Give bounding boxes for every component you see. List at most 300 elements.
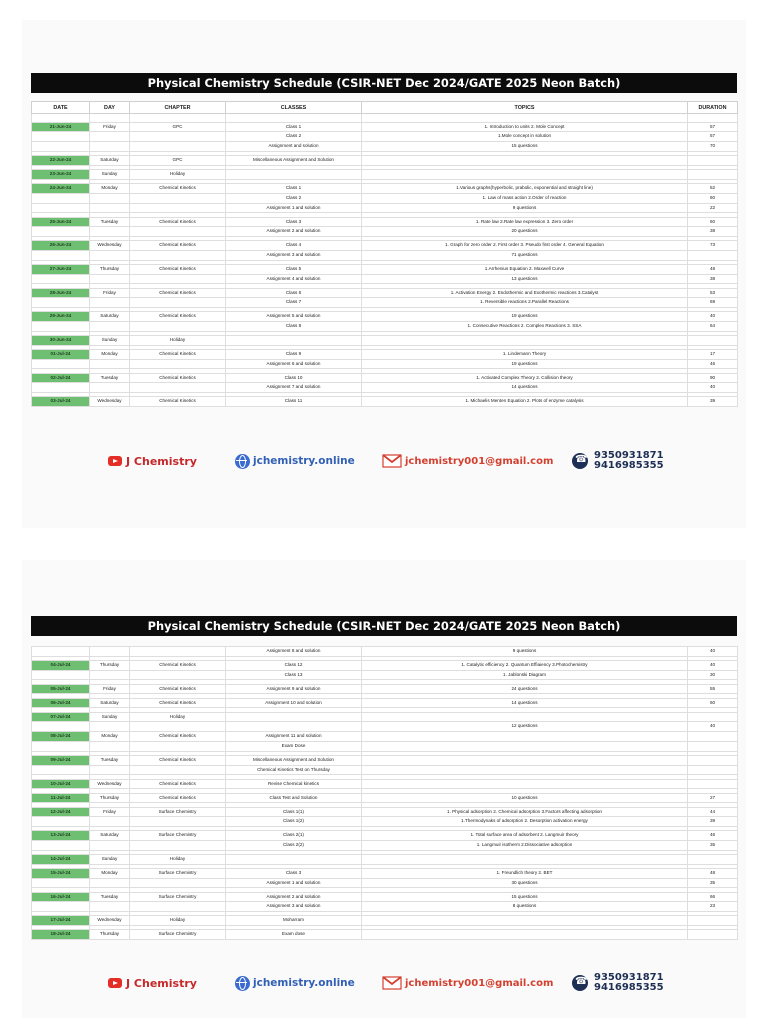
day-cell: Thursday <box>90 264 130 274</box>
topic-cell: 1. Langmuir isotherm 2.Dissociative adsorption <box>362 840 688 850</box>
topic-cell <box>362 114 688 123</box>
table-row <box>32 193 738 203</box>
duration-cell <box>688 916 738 926</box>
topic-cell: 1. Reversible reactions 2.Parallel Reactions <box>362 298 688 308</box>
class-cell: Class 13 <box>226 670 362 680</box>
table-row <box>32 203 738 213</box>
day-cell <box>90 193 130 203</box>
day-cell <box>90 322 130 332</box>
table-row <box>32 878 738 888</box>
topic-cell <box>362 755 688 765</box>
class-cell <box>226 712 362 722</box>
duration-cell: 40 <box>688 661 738 671</box>
table-row <box>32 336 738 346</box>
day-cell <box>90 298 130 308</box>
day-cell <box>90 670 130 680</box>
phone-number-2: 9416985355 <box>594 982 664 993</box>
duration-cell: 30 <box>688 670 738 680</box>
day-cell: Sunday <box>90 336 130 346</box>
phone-number-1: 9350931871 <box>594 972 664 983</box>
duration-cell <box>688 732 738 742</box>
table-row <box>32 227 738 237</box>
topic-cell: 71 questions <box>362 250 688 260</box>
class-cell: Assignment 7 and solution <box>226 383 362 393</box>
chapter-cell: Chemical Kinetics <box>130 779 226 789</box>
date-cell <box>32 878 90 888</box>
topic-cell: 10 questions <box>362 793 688 803</box>
table-header-row <box>32 102 738 114</box>
date-cell: 14-Jul-24 <box>32 854 90 864</box>
topic-cell: 1. Total surface area of adsorbent 2. Langmuir theory <box>362 831 688 841</box>
chapter-cell <box>130 722 226 732</box>
topic-cell: 1.Thermodynaks of adsorption 2. Desorption activation energy <box>362 817 688 827</box>
class-cell: Assignment 5 and solution <box>226 312 362 322</box>
day-cell <box>90 274 130 284</box>
website-link[interactable] <box>235 970 355 996</box>
date-cell: 23-Jun-24 <box>32 170 90 180</box>
table-row <box>32 114 738 123</box>
website-link[interactable] <box>235 448 355 474</box>
email-label: jchemistry001@gmail.com <box>405 455 554 467</box>
day-cell <box>90 142 130 152</box>
date-cell <box>32 670 90 680</box>
table-row <box>32 250 738 260</box>
table-row <box>32 322 738 332</box>
date-cell <box>32 142 90 152</box>
table-row <box>32 350 738 360</box>
class-cell: Class 6 <box>226 288 362 298</box>
class-cell <box>226 170 362 180</box>
class-cell: Class Test and Solution <box>226 793 362 803</box>
table-row <box>32 156 738 166</box>
duration-cell: 40 <box>688 383 738 393</box>
topic-cell: 19 questions <box>362 359 688 369</box>
youtube-link[interactable] <box>108 448 197 474</box>
duration-cell <box>688 779 738 789</box>
class-cell: Miscellaneous Assignment and Solution <box>226 755 362 765</box>
chapter-cell: Chemical Kinetics <box>130 217 226 227</box>
youtube-label: J Chemistry <box>126 454 197 468</box>
day-cell: Friday <box>90 684 130 694</box>
chapter-cell: Chemical Kinetics <box>130 373 226 383</box>
table-row <box>32 264 738 274</box>
day-cell <box>90 878 130 888</box>
table-row <box>32 817 738 827</box>
day-cell <box>90 383 130 393</box>
duration-cell <box>688 250 738 260</box>
class-cell: Class 1(1) <box>226 807 362 817</box>
table-row <box>32 359 738 369</box>
table-row <box>32 661 738 671</box>
duration-cell: 66 <box>688 892 738 902</box>
day-cell: Monday <box>90 732 130 742</box>
day-cell <box>90 902 130 912</box>
duration-cell <box>688 712 738 722</box>
duration-cell: 55 <box>688 684 738 694</box>
chapter-cell <box>130 359 226 369</box>
chapter-cell: Surface Chemistry <box>130 831 226 841</box>
class-cell: Assignment and solution <box>226 142 362 152</box>
class-cell: Assignment 1 and solution <box>226 878 362 888</box>
topic-cell: 1. Introduction to units 2. Mole Concept <box>362 122 688 132</box>
table-row <box>32 373 738 383</box>
header-topics: TOPICS <box>362 102 688 114</box>
date-cell: 05-Jul-24 <box>32 684 90 694</box>
table-row <box>32 241 738 251</box>
chapter-cell <box>130 765 226 775</box>
class-cell: Miscellaneous Assignment and Solution <box>226 156 362 166</box>
date-cell: 18-Jul-24 <box>32 930 90 940</box>
day-cell <box>90 203 130 213</box>
date-cell: 26-Jun-24 <box>32 241 90 251</box>
duration-cell: 64 <box>688 322 738 332</box>
chapter-cell <box>130 817 226 827</box>
chapter-cell: GPC <box>130 156 226 166</box>
day-cell: Tuesday <box>90 892 130 902</box>
table-row <box>32 170 738 180</box>
date-cell: 21-Jun-24 <box>32 122 90 132</box>
chapter-cell <box>130 203 226 213</box>
table-row <box>32 741 738 751</box>
date-cell: 08-Jul-24 <box>32 732 90 742</box>
chapter-cell <box>130 132 226 142</box>
website-label: jchemistry.online <box>253 977 355 989</box>
table-row <box>32 840 738 850</box>
day-cell: Monday <box>90 350 130 360</box>
duration-cell: 23 <box>688 902 738 912</box>
duration-cell <box>688 156 738 166</box>
class-cell <box>226 722 362 732</box>
header-day: DAY <box>90 102 130 114</box>
day-cell <box>90 741 130 751</box>
duration-cell: 46 <box>688 359 738 369</box>
class-cell: Moharram <box>226 916 362 926</box>
duration-cell: 40 <box>688 722 738 732</box>
date-cell: 11-Jul-24 <box>32 793 90 803</box>
date-cell: 16-Jul-24 <box>32 892 90 902</box>
date-cell <box>32 298 90 308</box>
topic-cell: 1.Mole concept in solution <box>362 132 688 142</box>
table-row <box>32 122 738 132</box>
duration-cell: 39 <box>688 817 738 827</box>
class-cell: Assignment 3 and solution <box>226 902 362 912</box>
day-cell: Wednesday <box>90 779 130 789</box>
day-cell: Sunday <box>90 170 130 180</box>
topic-cell <box>362 170 688 180</box>
class-cell: Class 4 <box>226 241 362 251</box>
duration-cell: 17 <box>688 350 738 360</box>
table-row <box>32 722 738 732</box>
date-cell <box>32 274 90 284</box>
date-cell: 04-Jul-24 <box>32 661 90 671</box>
date-cell: 13-Jul-24 <box>32 831 90 841</box>
chapter-cell <box>130 227 226 237</box>
topic-cell: 8 questions <box>362 902 688 912</box>
chapter-cell <box>130 902 226 912</box>
table-row <box>32 902 738 912</box>
duration-cell: 90 <box>688 373 738 383</box>
duration-cell: 35 <box>688 878 738 888</box>
globe-icon <box>235 976 250 991</box>
phone-number-1: 9350931871 <box>594 450 664 461</box>
class-cell: Revise Chemical kinetics <box>226 779 362 789</box>
date-cell <box>32 817 90 827</box>
class-cell <box>226 114 362 123</box>
day-cell <box>90 250 130 260</box>
topic-cell <box>362 854 688 864</box>
day-cell: Wednesday <box>90 397 130 407</box>
duration-cell: 48 <box>688 264 738 274</box>
gmail-icon <box>382 454 402 468</box>
topic-cell <box>362 741 688 751</box>
table-row <box>32 868 738 878</box>
class-cell: Class 9 <box>226 350 362 360</box>
chapter-cell: Chemical Kinetics <box>130 312 226 322</box>
topic-cell: 9 questions <box>362 203 688 213</box>
chapter-cell <box>130 741 226 751</box>
class-cell: Chemical Kinetics Test on Thursday <box>226 765 362 775</box>
chapter-cell <box>130 193 226 203</box>
class-cell: Class 5 <box>226 264 362 274</box>
duration-cell <box>688 765 738 775</box>
class-cell: Class 10 <box>226 373 362 383</box>
table-row <box>32 712 738 722</box>
chapter-cell <box>130 322 226 332</box>
header-date: DATE <box>32 102 90 114</box>
table-row <box>32 892 738 902</box>
table-row <box>32 930 738 940</box>
chapter-cell: Chemical Kinetics <box>130 241 226 251</box>
day-cell: Saturday <box>90 156 130 166</box>
duration-cell: 52 <box>688 184 738 194</box>
class-cell: Assignment 8 and solution <box>226 647 362 657</box>
day-cell <box>90 359 130 369</box>
date-cell: 03-Jul-24 <box>32 397 90 407</box>
table-row <box>32 916 738 926</box>
class-cell: Assignment 10 and solution <box>226 698 362 708</box>
topic-cell: 13 questions <box>362 274 688 284</box>
globe-icon <box>235 454 250 469</box>
date-cell <box>32 383 90 393</box>
class-cell: Assignment 3 and solution <box>226 250 362 260</box>
day-cell: Saturday <box>90 312 130 322</box>
day-cell: Wednesday <box>90 916 130 926</box>
email-label: jchemistry001@gmail.com <box>405 977 554 989</box>
chapter-cell: Chemical Kinetics <box>130 755 226 765</box>
date-cell <box>32 902 90 912</box>
topic-cell: 1. Consecutive Reactions 2. Complex Reactions 3. SSA <box>362 322 688 332</box>
duration-cell <box>688 336 738 346</box>
date-cell: 12-Jul-24 <box>32 807 90 817</box>
table-row <box>32 288 738 298</box>
chapter-cell: Chemical Kinetics <box>130 732 226 742</box>
page-title: Physical Chemistry Schedule (CSIR-NET Dec 2024/GATE 2025 Neon Batch) <box>31 616 737 636</box>
date-cell <box>32 132 90 142</box>
class-cell: Class 1 <box>226 184 362 194</box>
date-cell <box>32 203 90 213</box>
date-cell: 25-Jun-24 <box>32 217 90 227</box>
duration-cell: 40 <box>688 312 738 322</box>
chapter-cell <box>130 142 226 152</box>
topic-cell: 14 questions <box>362 698 688 708</box>
date-cell: 07-Jul-24 <box>32 712 90 722</box>
topic-cell <box>362 930 688 940</box>
class-cell: Assignment 9 and solution <box>226 684 362 694</box>
duration-cell <box>688 755 738 765</box>
class-cell: Exam Dose <box>226 741 362 751</box>
chapter-cell: Holiday <box>130 336 226 346</box>
topic-cell: 30 questions <box>362 878 688 888</box>
topic-cell: 1. Freundlich theory 2. BET <box>362 868 688 878</box>
duration-cell: 39 <box>688 397 738 407</box>
duration-cell: 38 <box>688 274 738 284</box>
date-cell: 09-Jul-24 <box>32 755 90 765</box>
day-cell: Friday <box>90 807 130 817</box>
topic-cell <box>362 732 688 742</box>
class-cell: Class 2(1) <box>226 831 362 841</box>
class-cell: Class 3 <box>226 868 362 878</box>
duration-cell <box>688 114 738 123</box>
duration-cell <box>688 170 738 180</box>
gmail-icon <box>382 976 402 990</box>
date-cell: 24-Jun-24 <box>32 184 90 194</box>
table-row <box>32 312 738 322</box>
phone-icon <box>572 975 588 991</box>
day-cell <box>90 132 130 142</box>
date-cell <box>32 114 90 123</box>
topic-cell: 1. Jablonski Diagram <box>362 670 688 680</box>
class-cell: Class 3 <box>226 217 362 227</box>
chapter-cell <box>130 298 226 308</box>
duration-cell: 44 <box>688 807 738 817</box>
day-cell: Friday <box>90 288 130 298</box>
chapter-cell: Chemical Kinetics <box>130 793 226 803</box>
topic-cell: 9 questions <box>362 647 688 657</box>
table-row <box>32 831 738 841</box>
table-row <box>32 779 738 789</box>
date-cell: 15-Jul-24 <box>32 868 90 878</box>
table-row <box>32 670 738 680</box>
day-cell <box>90 722 130 732</box>
youtube-label: J Chemistry <box>126 976 197 990</box>
topic-cell: 12 questions <box>362 722 688 732</box>
class-cell <box>226 854 362 864</box>
chapter-cell: Chemical Kinetics <box>130 684 226 694</box>
youtube-link[interactable] <box>108 970 197 996</box>
day-cell <box>90 227 130 237</box>
day-cell <box>90 840 130 850</box>
date-cell <box>32 193 90 203</box>
topic-cell <box>362 765 688 775</box>
class-cell: Class 2(2) <box>226 840 362 850</box>
class-cell: Assignment 4 and solution <box>226 274 362 284</box>
day-cell <box>90 114 130 123</box>
table-row <box>32 132 738 142</box>
topic-cell: 1. Rate law 2.Rate law expression 3. Zero order <box>362 217 688 227</box>
table-row <box>32 647 738 657</box>
duration-cell: 40 <box>688 647 738 657</box>
class-cell: Assignment 1 and solution <box>226 203 362 213</box>
date-cell: 27-Jun-24 <box>32 264 90 274</box>
topic-cell: 1.Arrhenius Equation 2. Maxwell Curve <box>362 264 688 274</box>
date-cell <box>32 840 90 850</box>
date-cell: 29-Jun-24 <box>32 312 90 322</box>
schedule-page-2 <box>22 560 746 1018</box>
topic-cell <box>362 916 688 926</box>
page-title: Physical Chemistry Schedule (CSIR-NET Dec 2024/GATE 2025 Neon Batch) <box>31 73 737 93</box>
day-cell: Tuesday <box>90 373 130 383</box>
schedule-table <box>31 101 738 407</box>
topic-cell: 15 questions <box>362 892 688 902</box>
class-cell: Class 2 <box>226 193 362 203</box>
table-body <box>32 647 738 940</box>
day-cell: Saturday <box>90 831 130 841</box>
chapter-cell: Holiday <box>130 170 226 180</box>
topic-cell: 1. Michaelis Menten Equation 2. Plots of enzyme catalysis <box>362 397 688 407</box>
phone-contact[interactable] <box>572 448 664 474</box>
email-link[interactable] <box>382 448 553 474</box>
phone-number-2: 9416985355 <box>594 460 664 471</box>
table-row <box>32 765 738 775</box>
day-cell: Monday <box>90 184 130 194</box>
topic-cell: 1. Catalytic efficiency 2. Quantum Effiaiency 3.Photochemistry <box>362 661 688 671</box>
topic-cell: 24 questions <box>362 684 688 694</box>
class-cell: Assignment 6 and solution <box>226 359 362 369</box>
chapter-cell: Holiday <box>130 712 226 722</box>
email-link[interactable] <box>382 970 553 996</box>
topic-cell: 20 questions <box>362 227 688 237</box>
table-row <box>32 732 738 742</box>
header-duration: DURATION <box>688 102 738 114</box>
day-cell: Sunday <box>90 854 130 864</box>
class-cell: Class 12 <box>226 661 362 671</box>
class-cell <box>226 336 362 346</box>
topic-cell: 15 questions <box>362 142 688 152</box>
chapter-cell <box>130 878 226 888</box>
topic-cell <box>362 336 688 346</box>
date-cell <box>32 647 90 657</box>
duration-cell: 48 <box>688 868 738 878</box>
contact-footer <box>22 970 746 996</box>
duration-cell: 38 <box>688 227 738 237</box>
topic-cell: 1. Law of mass action 2.Order of reaction <box>362 193 688 203</box>
day-cell <box>90 647 130 657</box>
phone-contact[interactable] <box>572 970 664 996</box>
chapter-cell <box>130 383 226 393</box>
date-cell: 02-Jul-24 <box>32 373 90 383</box>
chapter-cell: Surface Chemistry <box>130 892 226 902</box>
duration-cell <box>688 930 738 940</box>
duration-cell: 60 <box>688 217 738 227</box>
table-row <box>32 217 738 227</box>
duration-cell: 27 <box>688 793 738 803</box>
duration-cell: 69 <box>688 298 738 308</box>
topic-cell: 1. Activation Energy 2. Endothermic and Exothermic reactions 3.Catalyst <box>362 288 688 298</box>
duration-cell: 53 <box>688 288 738 298</box>
day-cell: Friday <box>90 122 130 132</box>
date-cell <box>32 741 90 751</box>
topic-cell: 1. Physical adsorption 2. Chemical adsorption 3.Factors affecting adsorption <box>362 807 688 817</box>
duration-cell: 73 <box>688 241 738 251</box>
table-body <box>32 114 738 407</box>
class-cell: Class 2 <box>226 132 362 142</box>
day-cell: Saturday <box>90 698 130 708</box>
chapter-cell: GPC <box>130 122 226 132</box>
date-cell <box>32 359 90 369</box>
duration-cell: 70 <box>688 142 738 152</box>
table-row <box>32 142 738 152</box>
date-cell: 22-Jun-24 <box>32 156 90 166</box>
